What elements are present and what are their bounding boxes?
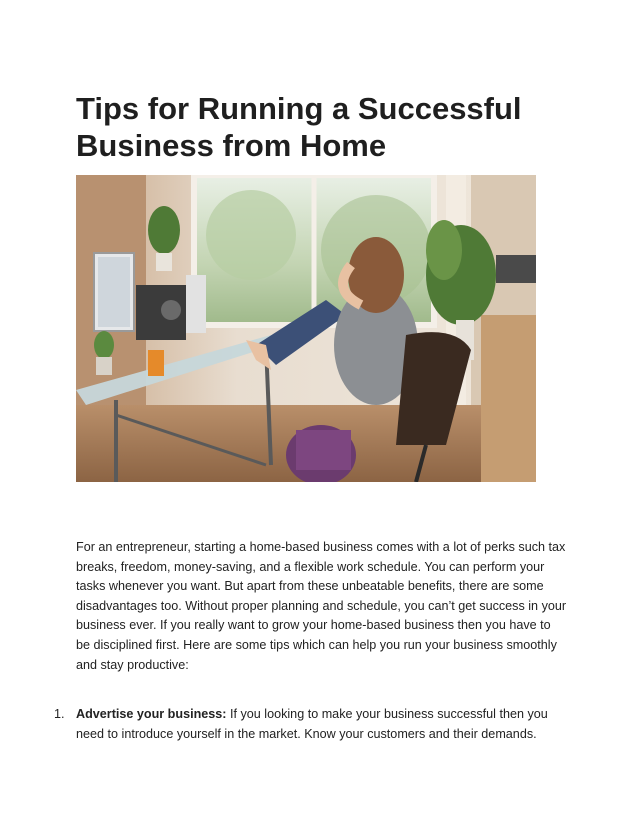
intro-line: be disciplined first. Here are some tips which can help you run your business smoothly (76, 637, 557, 652)
intro-paragraph (76, 538, 566, 675)
page-title (76, 90, 576, 164)
intro-line: disadvantages too. Without proper planning and schedule, you can’t get success in your (76, 598, 567, 613)
title-line-2: Business from Home (76, 128, 387, 163)
list-item-number: 1. (54, 707, 65, 721)
list-item-continuation: need to introduce yourself in the market. Know your customers and their demands. (76, 726, 537, 741)
list-item-heading: Advertise your business: (76, 707, 227, 721)
intro-line: tasks whenever you want. But apart from these unbeatable benefits, there are some (76, 579, 544, 594)
woman-working-from-home-photo (76, 175, 536, 482)
tips-list (54, 705, 574, 744)
title-line-1: Tips for Running a Successful (76, 91, 522, 126)
list-item (54, 705, 574, 744)
intro-line: and stay productive: (76, 657, 189, 672)
list-item-text: If you looking to make your business successful then you (226, 707, 548, 721)
intro-line: breaks, freedom, money-saving, and a flexible work schedule. You can perform your (76, 559, 545, 574)
intro-line: For an entrepreneur, starting a home-based business comes with a lot of perks such tax (76, 540, 566, 554)
intro-line: business ever. If you really want to grow your home-based business then you have to (76, 618, 551, 633)
list-item-first-line (76, 705, 574, 725)
